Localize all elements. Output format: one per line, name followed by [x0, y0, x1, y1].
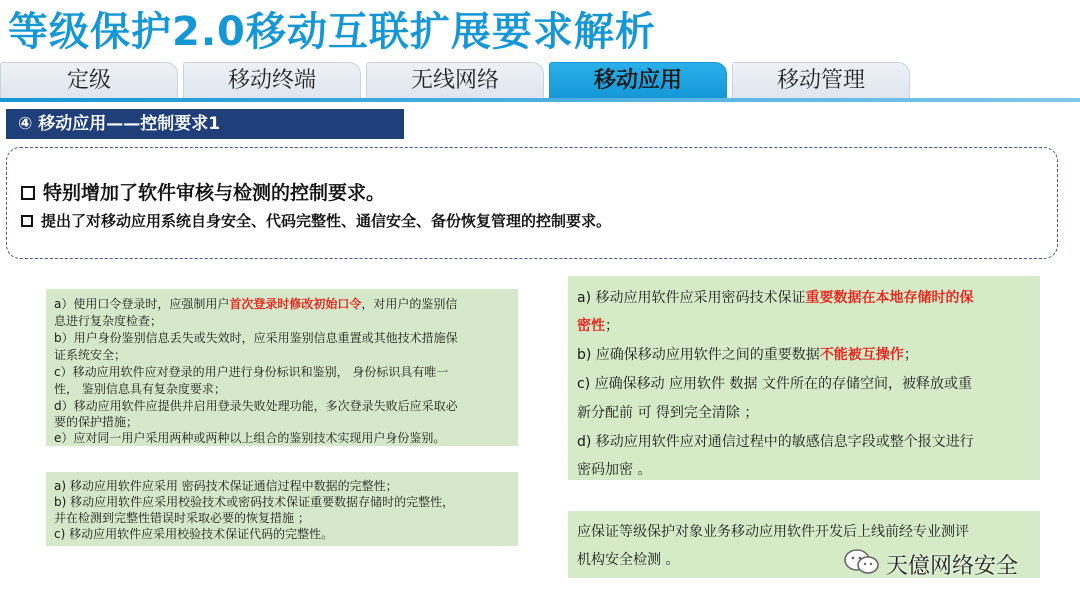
req-b-line1: b）用户身份鉴别信息丢失或失效时，应采用鉴别信息重置或其他技术措施保: [54, 331, 458, 345]
req-d-line2: 要的保护措施；: [54, 415, 139, 429]
summary-point-2: 提出了对移动应用系统自身安全、代码完整性、通信安全、备份恢复管理的控制要求。: [21, 210, 611, 231]
checkbox-square-icon: [21, 215, 33, 227]
req-c-line1: c) 应确保移动 应用软件 数据 文件所在的存储空间，被释放或重: [577, 376, 972, 392]
req-d-line1: d）移动应用软件应提供并启用登录失败处理功能，多次登录失败后应采取必: [54, 399, 458, 413]
req-b-line1: b) 移动应用软件应采用校验技术或密码技术保证重要数据存储时的完整性，: [54, 495, 455, 509]
tab-grading[interactable]: 定级: [0, 62, 178, 98]
tab-mobile-application[interactable]: 移动应用: [549, 62, 727, 98]
requirements-box-integrity: [46, 472, 518, 546]
req-a-line: a) 移动应用软件应采用 密码技术保证通信过程中数据的完整性；: [54, 479, 398, 493]
watermark-text: 天億网络安全: [886, 554, 1019, 579]
req-a-line1: a) 移动应用软件应采用密码技术保证重要数据在本地存储时的保: [577, 290, 974, 306]
req-a-line2: 息进行复杂度检查；: [54, 314, 163, 328]
req-b-line: b) 应确保移动应用软件之间的重要数据不能被互操作；: [577, 347, 918, 363]
tab-mobile-management[interactable]: 移动管理: [732, 62, 910, 98]
req-line2: 机构安全检测 。: [577, 552, 680, 568]
req-c-line: c) 移动应用软件应采用校验技术保证代码的完整性。: [54, 527, 334, 541]
req-b-line2: 证系统安全；: [54, 348, 127, 362]
tab-wireless-network[interactable]: 无线网络: [366, 62, 544, 98]
req-d-line1: d) 移动应用软件应对通信过程中的敏感信息字段或整个报文进行: [577, 434, 974, 450]
req-line1: 应保证等级保护对象业务移动应用软件开发后上线前经专业测评: [577, 524, 969, 540]
req-e-line1: e）应对同一用户采用两种或两种以上组合的鉴别技术实现用户身份鉴别。: [54, 431, 446, 445]
tab-bar: [0, 62, 1080, 102]
page-title: 等级保护2.0移动互联扩展要求解析: [8, 9, 656, 55]
tab-mobile-terminal[interactable]: 移动终端: [183, 62, 361, 98]
section-header: ④ 移动应用——控制要求1: [6, 109, 404, 139]
requirements-box-confidentiality: [568, 276, 1040, 480]
req-b-line2: 并在检测到完整性错误时采取必要的恢复措施 ；: [54, 511, 310, 525]
req-d-line2: 密码加密 。: [577, 462, 652, 478]
summary-point-1: 特别增加了软件审核与检测的控制要求。: [21, 178, 385, 205]
req-c-line2: 新分配前 可 得到完全清除 ；: [577, 405, 759, 421]
checkbox-square-icon: [21, 186, 35, 200]
tab-underline: [0, 98, 1080, 102]
requirements-box-authentication: [46, 289, 518, 446]
req-a-line2: 密性；: [577, 318, 619, 334]
req-c-line2: 性， 鉴别信息具有复杂度要求；: [54, 382, 226, 396]
req-c-line1: c）移动应用软件应对登录的用户进行身份标识和鉴别， 身份标识具有唯一: [54, 365, 449, 379]
summary-box: [6, 147, 1058, 259]
req-a-line1: a）使用口令登录时，应强制用户首次登录时修改初始口令，对用户的鉴别信: [54, 297, 458, 311]
wechat-icon: [843, 548, 881, 576]
